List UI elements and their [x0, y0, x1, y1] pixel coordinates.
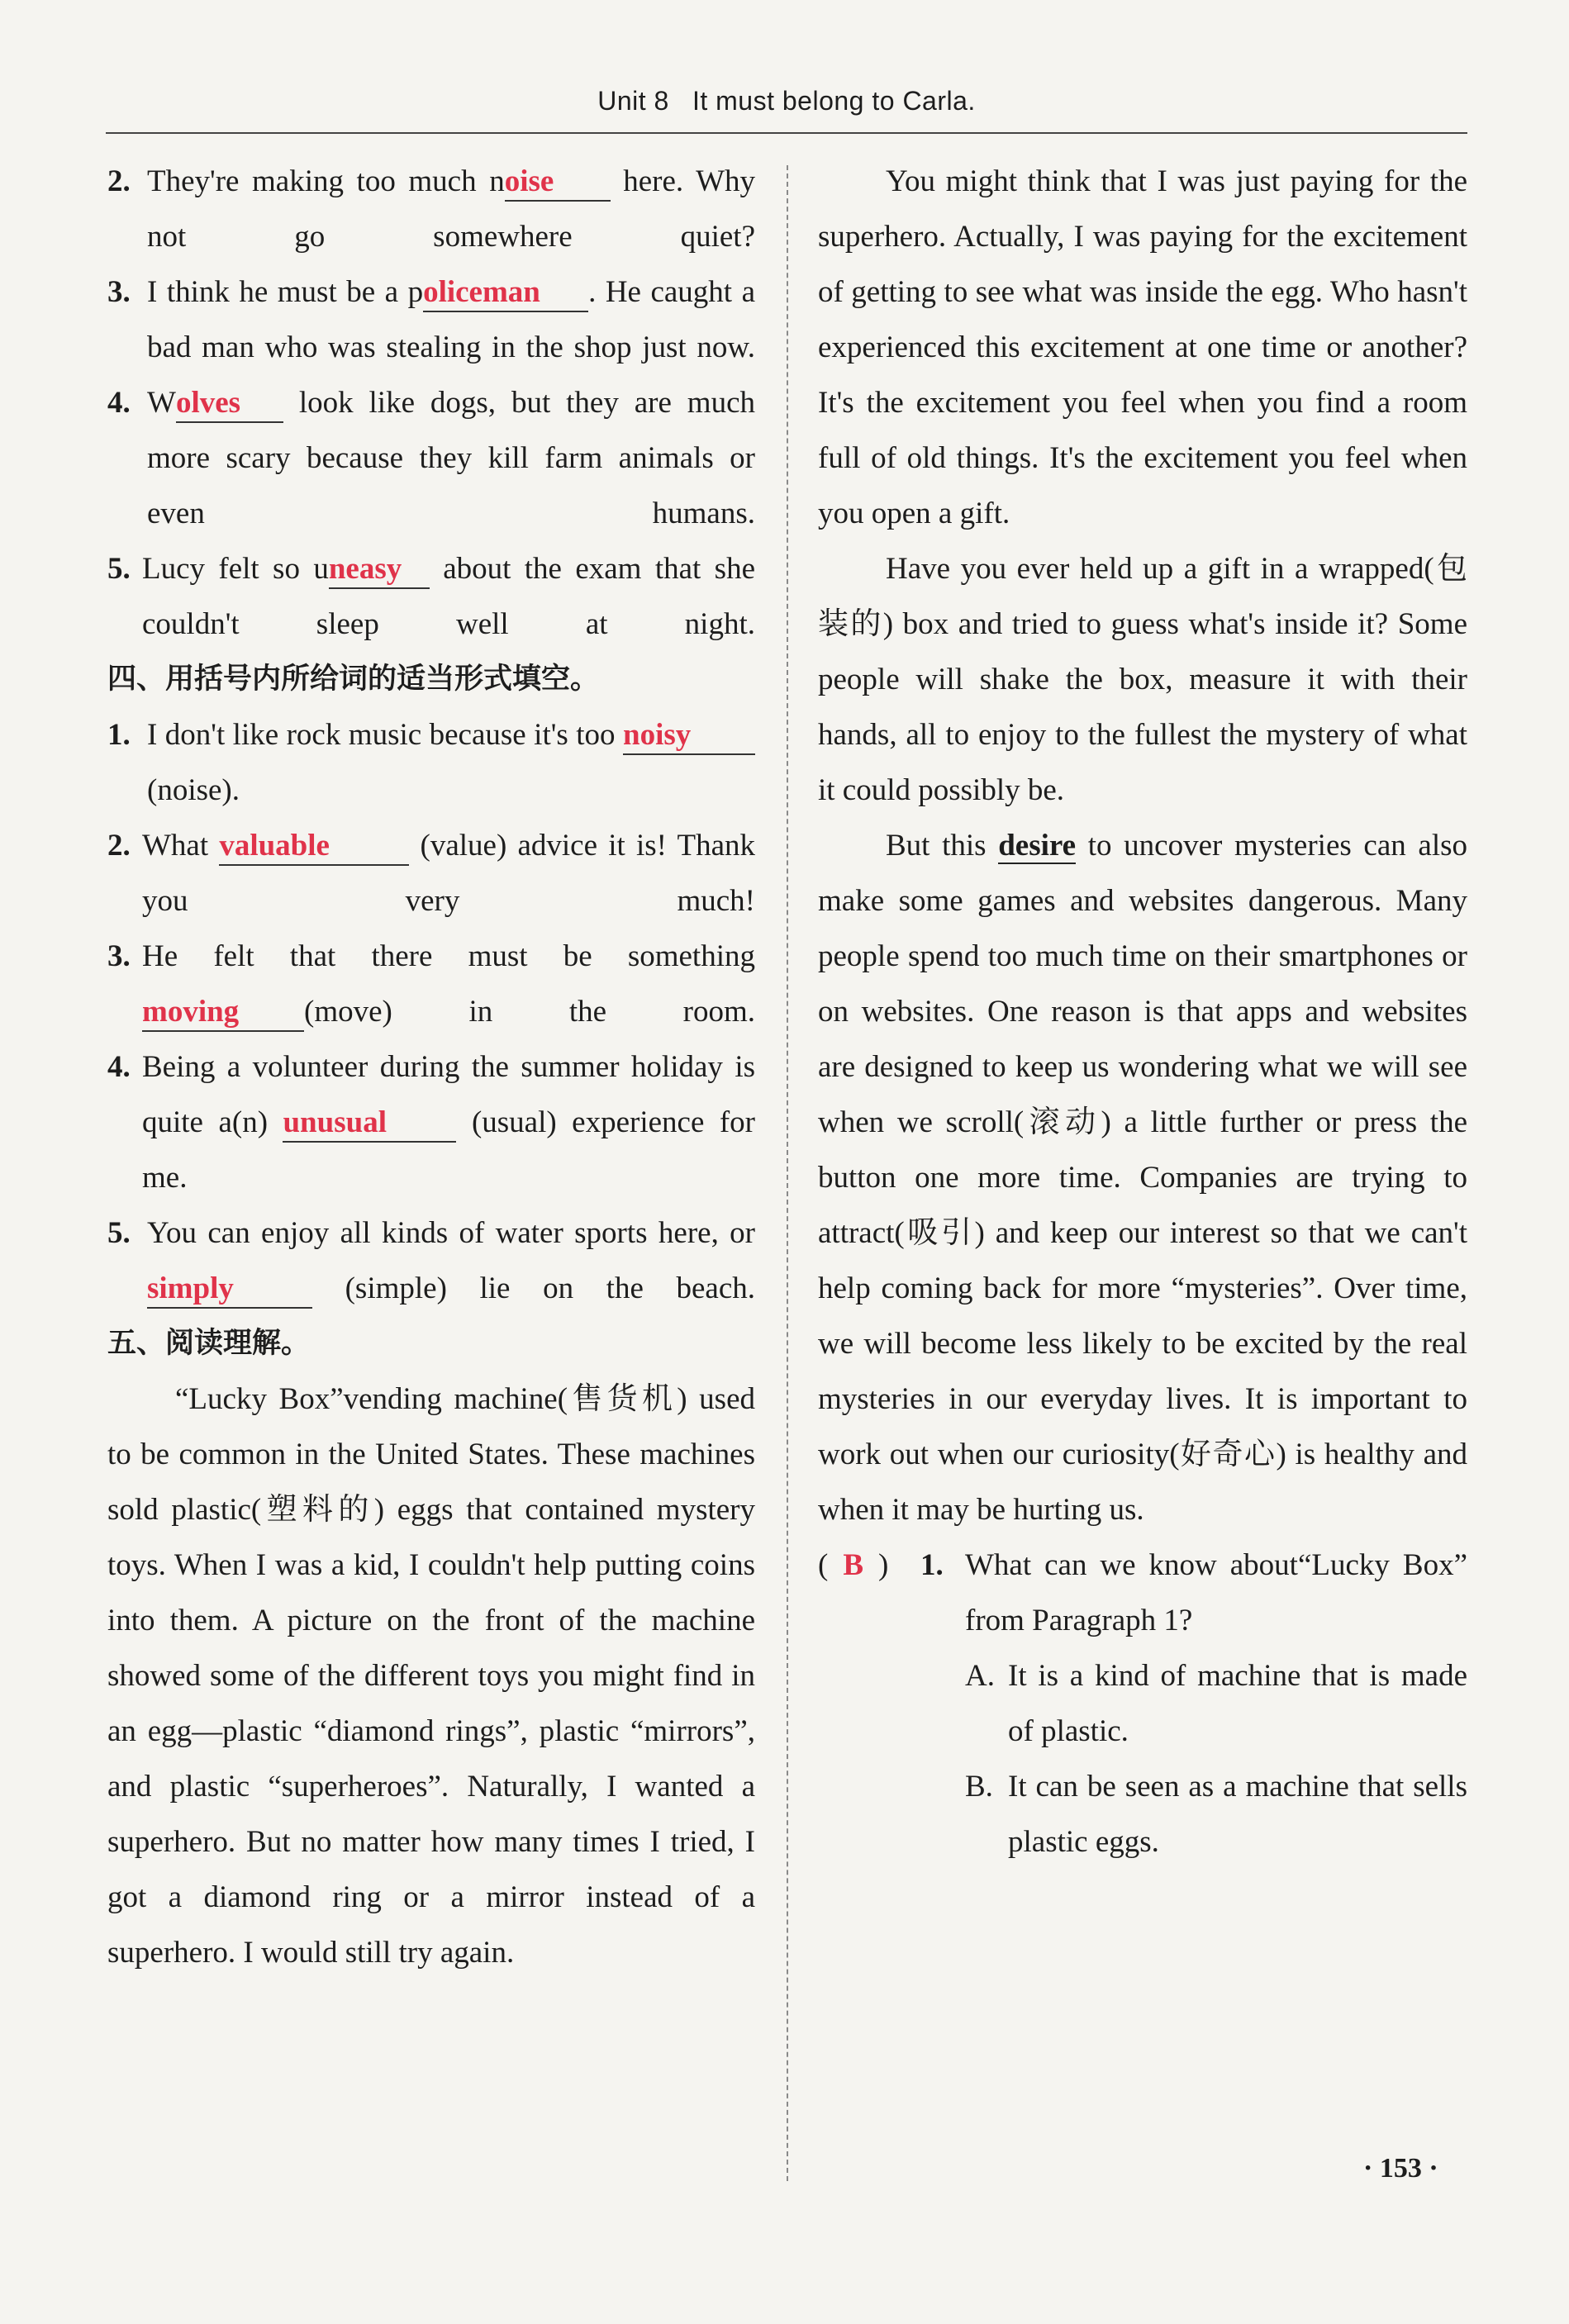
- running-header: [106, 86, 1467, 116]
- option-b[interactable]: B. It can be seen as a machine that sells plastic eggs.: [965, 1770, 1467, 1859]
- answer-blank[interactable]: simply: [147, 1271, 312, 1309]
- answer-blank[interactable]: valuable: [219, 828, 409, 866]
- question-answer: B: [843, 1548, 864, 1582]
- page-number: · 153 ·: [1363, 2153, 1438, 2184]
- reading-paragraph-3: Have you ever held up a gift in a wrapped(包装的) box and tried to guess what's inside it? Some people will shake the box, measure it with their hands, all to enjoy to the fullest the mystery of what it could possibly be.: [818, 552, 1467, 807]
- item-number: 5.: [107, 1216, 131, 1250]
- exercise-3-item-4: 4. Wolves look like dogs, but they are much more scary because they kill farm animals or even humans.: [107, 375, 755, 541]
- item-number: 3.: [107, 275, 131, 309]
- answer-blank[interactable]: oise: [505, 164, 611, 202]
- option-a[interactable]: A. It is a kind of machine that is made of plastic.: [965, 1659, 1467, 1748]
- answer-blank[interactable]: neasy: [329, 551, 430, 589]
- reading-paragraph-2: You might think that I was just paying for the superhero. Actually, I was paying for the excitement of getting to see what was inside the egg. Who hasn't experienced this excitement at one time or another? It's the excitement you feel when you find a room full of old things. It's the excitement you feel when you open a gift.: [818, 164, 1467, 530]
- column-divider: [787, 165, 788, 2181]
- exercise-3-item-3: 3. I think he must be a policeman . He caught a bad man who was stealing in the shop just now.: [107, 264, 755, 375]
- item-number: 1.: [107, 718, 131, 752]
- exercise-4-item-4: 4. Being a volunteer during the summer holiday is quite a(n) unusual (usual) experience for me.: [107, 1039, 755, 1205]
- answer-blank[interactable]: olves: [176, 385, 283, 423]
- question-number: 1.: [920, 1548, 944, 1582]
- item-number: 4.: [107, 386, 131, 420]
- exercise-4-item-5: 5. You can enjoy all kinds of water sports here, or simply (simple) lie on the beach.: [107, 1205, 755, 1316]
- answer-bracket[interactable]: ( B ): [818, 1548, 889, 1582]
- item-number: 2.: [107, 164, 131, 198]
- right-column: [818, 154, 1467, 1870]
- item-number: 4.: [107, 1050, 131, 1084]
- exercise-4-item-1: 1. I don't like rock music because it's too noisy(noise).: [107, 707, 755, 818]
- answer-options: [818, 1648, 1467, 1870]
- exercise-3-item-5: 5. Lucy felt so uneasy about the exam that she couldn't sleep well at night.: [107, 541, 755, 652]
- reading-paragraph-4: But this desire to uncover mysteries can also make some games and websites dangerous. Many people spend too much time on their smartphones or on websites. One reason is that apps and websites are designed to keep us wondering what we will see when we scroll(滚动) a little further or press the button one more time. Companies are trying to attract(吸引) and keep our interest so that we can't help coming back for more “mysteries”. Over time, we will become less likely to be excited by the real mysteries in our everyday lives. It is important to work out when our curiosity(好奇心) is healthy and when it may be hurting us.: [818, 829, 1467, 1527]
- section-5-title: 五、阅读理解。: [107, 1327, 311, 1360]
- answer-blank[interactable]: noisy: [623, 717, 755, 755]
- unit-title: It must belong to Carla.: [692, 86, 976, 116]
- exercise-4-item-3: 3. He felt that there must be something moving (move) in the room.: [107, 929, 755, 1039]
- item-number: 3.: [107, 939, 131, 973]
- left-column: [107, 154, 755, 1980]
- keyword-desire: desire: [998, 829, 1077, 863]
- answer-blank[interactable]: moving: [142, 994, 304, 1032]
- exercise-3-item-2: 2. They're making too much noise here. Why not go somewhere quiet?: [107, 154, 755, 264]
- answer-blank[interactable]: oliceman: [423, 274, 588, 312]
- question-text: What can we know about“Lucky Box” from Paragraph 1?: [965, 1548, 1467, 1637]
- header-rule: [106, 132, 1467, 134]
- item-number: 5.: [107, 552, 131, 586]
- answer-blank[interactable]: unusual: [283, 1105, 456, 1143]
- exercise-4-item-2: 2. What valuable (value) advice it is! Thank you very much!: [107, 818, 755, 929]
- item-number: 2.: [107, 829, 131, 863]
- unit-label: Unit 8: [597, 86, 669, 116]
- reading-paragraph-1: “Lucky Box”vending machine(售货机) used to be common in the United States. These machines sold plastic(塑料的) eggs that contained mystery toys. When I was a kid, I couldn't help putting coins into them. A picture on the front of the machine showed some of the different toys you might find in an egg—plastic “diamond rings”, plastic “mirrors”, and plastic “superheroes”. Naturally, I wanted a superhero. But no matter how many times I tried, I got a diamond ring or a mirror instead of a superhero. I would still try again.: [107, 1382, 755, 1970]
- reading-question-1: [818, 1537, 1467, 1648]
- section-4-title: 四、用括号内所给词的适当形式填空。: [107, 663, 600, 696]
